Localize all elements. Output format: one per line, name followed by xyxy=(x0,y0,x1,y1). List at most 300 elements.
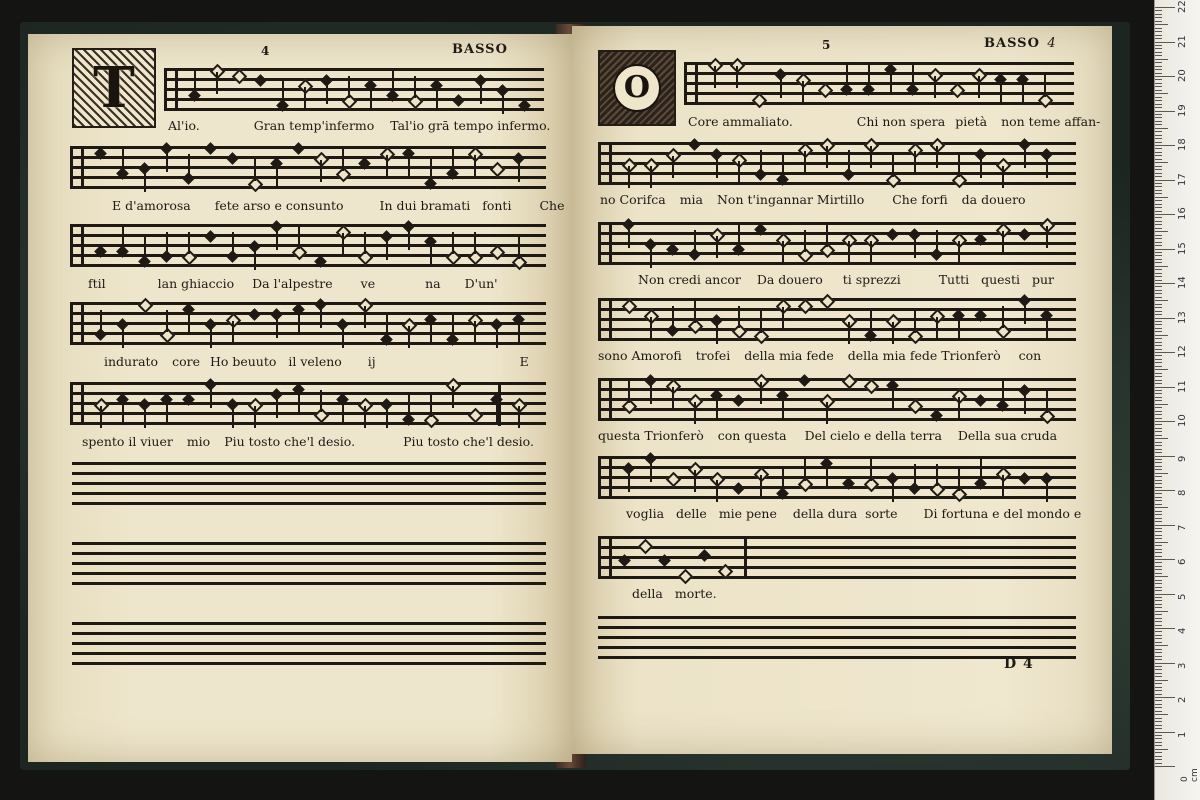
note-head xyxy=(490,162,506,178)
staff-line xyxy=(72,562,546,565)
left-voice-heading: BASSO xyxy=(452,42,508,57)
lyric-word: mie pene xyxy=(718,506,777,521)
ruler-tick xyxy=(1155,711,1162,712)
ruler-tick xyxy=(1155,714,1168,715)
ruler-tick xyxy=(1155,255,1162,256)
note-head xyxy=(752,93,768,109)
note-stem xyxy=(868,65,870,87)
ruler-tick xyxy=(1155,193,1162,194)
ruler-tick xyxy=(1155,687,1162,688)
initial-letter: T xyxy=(93,55,135,121)
staff-line xyxy=(598,318,1076,321)
note-stem xyxy=(364,406,366,428)
staff-line xyxy=(598,546,1076,549)
note-stem xyxy=(826,146,828,168)
ruler-tick xyxy=(1155,45,1162,46)
ruler-tick xyxy=(1155,511,1162,512)
note-stem xyxy=(650,246,652,268)
note-stem xyxy=(386,238,388,260)
note-head xyxy=(638,539,654,555)
ruler-tick xyxy=(1155,162,1168,163)
ruler-tick xyxy=(1155,17,1162,18)
measuring-ruler xyxy=(1154,0,1200,800)
ruler-tick xyxy=(1155,190,1162,191)
note-head xyxy=(232,69,248,85)
lyric-word: mia xyxy=(679,192,703,207)
ruler-tick xyxy=(1155,611,1168,612)
music-staff xyxy=(598,536,1076,580)
ruler-tick xyxy=(1155,249,1175,250)
note-stem xyxy=(914,151,916,173)
note-stem xyxy=(408,395,410,417)
ruler-number: 6 xyxy=(1177,558,1188,565)
lyric-word: core xyxy=(172,354,200,369)
lyric-word: Al'io. xyxy=(168,118,200,133)
lyric-word: spento il viuer xyxy=(82,434,173,449)
note-stem xyxy=(716,322,718,344)
ruler-tick xyxy=(1155,142,1162,143)
ruler-tick xyxy=(1155,404,1168,405)
ruler-tick xyxy=(1155,597,1162,598)
lyric-word: ij xyxy=(367,354,376,369)
note-stem xyxy=(348,76,350,98)
note-stem xyxy=(694,470,696,492)
music-staff xyxy=(598,298,1076,342)
right-voice-label: BASSO xyxy=(984,36,1040,51)
note-stem xyxy=(254,406,256,428)
note-head xyxy=(886,228,899,241)
note-stem xyxy=(370,87,372,109)
ruler-tick xyxy=(1155,259,1162,260)
ruler-tick xyxy=(1155,552,1162,553)
ruler-tick xyxy=(1155,135,1162,136)
lyric-word: voglia xyxy=(626,506,665,521)
staff-line xyxy=(598,298,1076,301)
note-head xyxy=(798,374,811,387)
music-staff xyxy=(164,68,544,112)
music-staff xyxy=(598,616,1076,660)
ruler-tick xyxy=(1155,576,1168,577)
ruler-tick xyxy=(1155,490,1175,491)
ruler-tick xyxy=(1155,93,1168,94)
note-head xyxy=(820,294,836,310)
note-stem xyxy=(144,237,146,259)
lyric-word: con questa xyxy=(717,428,787,443)
staff-line xyxy=(684,82,1074,85)
right-voice-heading xyxy=(984,36,1057,51)
staff-line xyxy=(70,392,546,395)
music-staff xyxy=(598,142,1076,186)
note-head xyxy=(678,569,694,585)
note-head xyxy=(666,472,682,488)
ruler-tick xyxy=(1155,155,1162,156)
ruler-tick xyxy=(1155,435,1162,436)
note-stem xyxy=(628,381,630,403)
note-stem xyxy=(518,406,520,428)
ruler-tick xyxy=(1155,400,1162,401)
lyric-word: Del cielo e della terra xyxy=(804,428,942,443)
note-stem xyxy=(232,232,234,254)
music-staff xyxy=(72,622,546,666)
note-stem xyxy=(430,243,432,265)
staff-line xyxy=(72,462,546,465)
note-stem xyxy=(716,480,718,502)
note-stem xyxy=(1002,306,1004,328)
note-stem xyxy=(392,71,394,93)
ruler-tick xyxy=(1155,766,1175,767)
ruler-tick xyxy=(1155,625,1162,626)
note-stem xyxy=(958,469,960,491)
lyric-word: trofei xyxy=(695,348,731,363)
ruler-tick xyxy=(1155,618,1162,619)
ruler-tick xyxy=(1155,359,1162,360)
ruler-tick xyxy=(1155,483,1162,484)
ruler-tick xyxy=(1155,366,1162,367)
ruler-tick xyxy=(1155,128,1168,129)
note-stem xyxy=(254,248,256,270)
music-staff xyxy=(598,222,1076,266)
ruler-tick xyxy=(1155,456,1175,457)
note-stem xyxy=(650,460,652,482)
note-stem xyxy=(496,326,498,348)
ruler-tick xyxy=(1155,569,1162,570)
ruler-tick xyxy=(1155,393,1162,394)
ruler-tick xyxy=(1155,680,1168,681)
note-stem xyxy=(736,66,738,88)
lyric-word: della mia fede Trionferò xyxy=(847,348,1001,363)
ruler-number: 3 xyxy=(1177,662,1188,669)
note-stem xyxy=(1044,75,1046,97)
note-head xyxy=(292,142,305,155)
note-stem xyxy=(518,321,520,343)
lyric-word: il veleno xyxy=(288,354,342,369)
ruler-tick xyxy=(1155,79,1162,80)
note-stem xyxy=(958,155,960,177)
lyric-word: pietà xyxy=(955,114,988,129)
ruler-tick xyxy=(1155,10,1162,11)
ruler-tick xyxy=(1155,369,1168,370)
note-stem xyxy=(452,149,454,171)
lyric-word: Di fortuna e del mondo e xyxy=(923,506,1082,521)
note-stem xyxy=(1046,317,1048,339)
note-stem xyxy=(628,470,630,492)
handwritten-corner-mark: 4 xyxy=(1047,36,1057,51)
signature-mark: D 4 xyxy=(1004,656,1034,672)
ruler-tick xyxy=(1155,38,1162,39)
note-stem xyxy=(914,311,916,333)
note-stem xyxy=(958,397,960,419)
ruler-tick xyxy=(1155,159,1162,160)
ruler-number: 11 xyxy=(1177,379,1188,393)
lyric-word: pur xyxy=(1031,272,1055,287)
note-head xyxy=(468,408,484,424)
ruler-tick xyxy=(1155,493,1162,494)
note-stem xyxy=(892,387,894,409)
lyric-word: Ho beuuto xyxy=(209,354,277,369)
note-head xyxy=(732,482,745,495)
note-stem xyxy=(936,317,938,339)
ruler-tick xyxy=(1155,352,1175,353)
note-stem xyxy=(782,307,784,329)
lyric-word: morte. xyxy=(674,586,717,601)
note-stem xyxy=(738,225,740,247)
note-stem xyxy=(276,396,278,418)
note-stem xyxy=(166,232,168,254)
note-stem xyxy=(408,326,410,348)
staff-line xyxy=(598,576,1076,579)
note-stem xyxy=(782,241,784,263)
staff-line xyxy=(72,502,546,505)
staff-line xyxy=(72,482,546,485)
lyric-line xyxy=(598,348,1041,363)
staff-line xyxy=(598,566,1076,569)
lyric-word: della dura xyxy=(792,506,858,521)
lyric-word: Che forfi xyxy=(892,192,948,207)
ruler-tick xyxy=(1155,338,1162,339)
note-stem xyxy=(782,469,784,491)
note-stem xyxy=(100,406,102,428)
staff-line xyxy=(72,472,546,475)
ruler-tick xyxy=(1155,459,1162,460)
note-stem xyxy=(194,71,196,93)
ruler-tick xyxy=(1155,411,1162,412)
ruler-tick xyxy=(1155,621,1162,622)
music-staff xyxy=(72,542,546,586)
note-stem xyxy=(958,317,960,339)
ruler-tick xyxy=(1155,66,1162,67)
lyric-word: Tal'io grā tempo infermo. xyxy=(390,118,551,133)
ruler-tick xyxy=(1155,383,1162,384)
note-stem xyxy=(694,230,696,252)
ruler-tick xyxy=(1155,528,1162,529)
ruler-number: 12 xyxy=(1177,345,1188,358)
note-stem xyxy=(936,464,938,486)
lyric-line xyxy=(112,198,564,213)
ruler-tick xyxy=(1155,217,1162,218)
lyric-line xyxy=(104,354,529,369)
ruler-tick xyxy=(1155,583,1162,584)
lyric-word: questi xyxy=(981,272,1020,287)
staff-line xyxy=(72,652,546,655)
ruler-number: 17 xyxy=(1177,172,1188,186)
ruler-tick xyxy=(1155,152,1162,153)
note-head xyxy=(688,138,701,151)
ruler-tick xyxy=(1155,148,1162,149)
ruler-tick xyxy=(1155,380,1162,381)
note-stem xyxy=(1046,156,1048,178)
staff-line xyxy=(72,662,546,665)
lyric-word: Che xyxy=(539,198,565,213)
note-stem xyxy=(326,82,328,104)
note-stem xyxy=(890,71,892,93)
lyric-word: no Corifca xyxy=(600,192,666,207)
ruler-tick xyxy=(1155,445,1162,446)
ruler-tick xyxy=(1155,276,1162,277)
note-head xyxy=(732,394,745,407)
lyric-line xyxy=(600,192,1026,207)
ruler-number: 1 xyxy=(1177,731,1188,738)
ruler-tick xyxy=(1155,197,1168,198)
ruler-tick xyxy=(1155,390,1162,391)
note-head xyxy=(1018,472,1031,485)
note-stem xyxy=(386,155,388,177)
ruler-tick xyxy=(1155,652,1162,653)
staff-line xyxy=(70,382,546,385)
ruler-tick xyxy=(1155,252,1162,253)
ruler-number: 8 xyxy=(1177,489,1188,496)
clef-sign xyxy=(164,70,178,108)
lyric-word: da douero xyxy=(961,192,1026,207)
ruler-tick xyxy=(1155,452,1162,453)
initial-letter-frame xyxy=(600,52,674,124)
note-stem xyxy=(694,402,696,424)
staff-line xyxy=(598,536,1076,539)
music-staff xyxy=(684,62,1074,106)
ruler-tick xyxy=(1155,549,1162,550)
note-stem xyxy=(342,149,344,171)
left-page-number: 4 xyxy=(261,44,271,58)
note-head xyxy=(204,230,217,243)
note-stem xyxy=(144,406,146,428)
final-barline xyxy=(498,384,501,426)
right-page-number: 5 xyxy=(822,38,832,52)
note-stem xyxy=(628,226,630,248)
lyric-word: delle xyxy=(676,506,707,521)
note-head xyxy=(908,399,924,415)
ruler-tick xyxy=(1155,590,1162,591)
note-head xyxy=(204,142,217,155)
staff-line xyxy=(72,642,546,645)
note-stem xyxy=(210,326,212,348)
ruler-tick xyxy=(1155,735,1162,736)
ruler-tick xyxy=(1155,742,1162,743)
note-stem xyxy=(1002,475,1004,497)
ruler-tick xyxy=(1155,266,1168,267)
ruler-tick xyxy=(1155,745,1162,746)
staff-line xyxy=(164,108,544,111)
ruler-tick xyxy=(1155,442,1162,443)
note-head xyxy=(254,74,267,87)
lyric-word: E xyxy=(519,354,529,369)
note-stem xyxy=(936,230,938,252)
note-stem xyxy=(210,386,212,408)
ruler-tick xyxy=(1155,566,1162,567)
ruler-tick xyxy=(1155,214,1175,215)
ruler-tick xyxy=(1155,424,1162,425)
ruler-tick xyxy=(1155,732,1175,733)
ruler-tick xyxy=(1155,131,1162,132)
ruler-tick xyxy=(1155,594,1175,595)
ruler-tick xyxy=(1155,176,1162,177)
ruler-tick xyxy=(1155,280,1162,281)
music-staff xyxy=(70,302,546,346)
ruler-tick xyxy=(1155,290,1162,291)
note-stem xyxy=(914,464,916,486)
ruler-number: 15 xyxy=(1177,241,1188,255)
clef-sign xyxy=(598,538,612,576)
right-page xyxy=(572,26,1112,754)
ruler-tick xyxy=(1155,83,1162,84)
staff-line xyxy=(72,632,546,635)
ruler-tick xyxy=(1155,318,1175,319)
ruler-tick xyxy=(1155,345,1162,346)
ruler-tick xyxy=(1155,500,1162,501)
ruler-tick xyxy=(1155,169,1162,170)
clef-sign xyxy=(598,300,612,338)
ruler-tick xyxy=(1155,335,1168,336)
ruler-number: 13 xyxy=(1177,310,1188,324)
ruler-tick xyxy=(1155,718,1162,719)
ruler-tick xyxy=(1155,117,1162,118)
lyric-word: Da l'alpestre xyxy=(252,276,333,291)
ruler-tick xyxy=(1155,587,1162,588)
lyric-word: lan ghiaccio xyxy=(157,276,235,291)
ruler-tick xyxy=(1155,676,1162,677)
note-head xyxy=(974,394,987,407)
ruler-tick xyxy=(1155,414,1162,415)
clef-sign xyxy=(598,224,612,262)
lyric-word: Chi non spera xyxy=(856,114,946,129)
note-stem xyxy=(386,315,388,337)
note-stem xyxy=(474,232,476,254)
ruler-tick xyxy=(1155,262,1162,263)
staff-line xyxy=(598,308,1076,311)
ruler-tick xyxy=(1155,331,1162,332)
staff-line xyxy=(598,262,1076,265)
clef-sign xyxy=(70,148,84,186)
ruler-tick xyxy=(1155,224,1162,225)
note-stem xyxy=(760,475,762,497)
note-stem xyxy=(1024,146,1026,168)
music-staff xyxy=(70,146,546,190)
ruler-tick xyxy=(1155,418,1162,419)
note-stem xyxy=(826,465,828,487)
note-head xyxy=(138,298,154,314)
ruler-number: 2 xyxy=(1177,696,1188,703)
note-stem xyxy=(408,155,410,177)
note-stem xyxy=(414,76,416,98)
ruler-tick xyxy=(1155,73,1162,74)
ruler-tick xyxy=(1155,666,1162,667)
note-head xyxy=(490,245,506,261)
note-stem xyxy=(716,397,718,419)
ruler-tick xyxy=(1155,600,1162,601)
lyric-word: della mia fede xyxy=(744,348,834,363)
ruler-tick xyxy=(1155,518,1162,519)
note-stem xyxy=(892,322,894,344)
note-stem xyxy=(802,81,804,103)
staff-line xyxy=(70,186,546,189)
ruler-tick xyxy=(1155,55,1162,56)
note-stem xyxy=(780,76,782,98)
staff-line xyxy=(598,636,1076,639)
ruler-tick xyxy=(1155,48,1162,49)
ruler-tick xyxy=(1155,273,1162,274)
ruler-number: 21 xyxy=(1177,34,1188,48)
lyric-word: Piu tosto che'l desio. xyxy=(224,434,356,449)
ruler-tick xyxy=(1155,614,1162,615)
ruler-tick xyxy=(1155,504,1162,505)
ruler-tick xyxy=(1155,631,1162,632)
ruler-tick xyxy=(1155,725,1162,726)
ruler-tick xyxy=(1155,752,1162,753)
note-stem xyxy=(716,236,718,258)
note-stem xyxy=(166,401,168,423)
note-stem xyxy=(738,161,740,183)
note-stem xyxy=(1024,392,1026,414)
ruler-tick xyxy=(1155,242,1162,243)
lyric-word: questa Trionferò xyxy=(598,428,704,443)
